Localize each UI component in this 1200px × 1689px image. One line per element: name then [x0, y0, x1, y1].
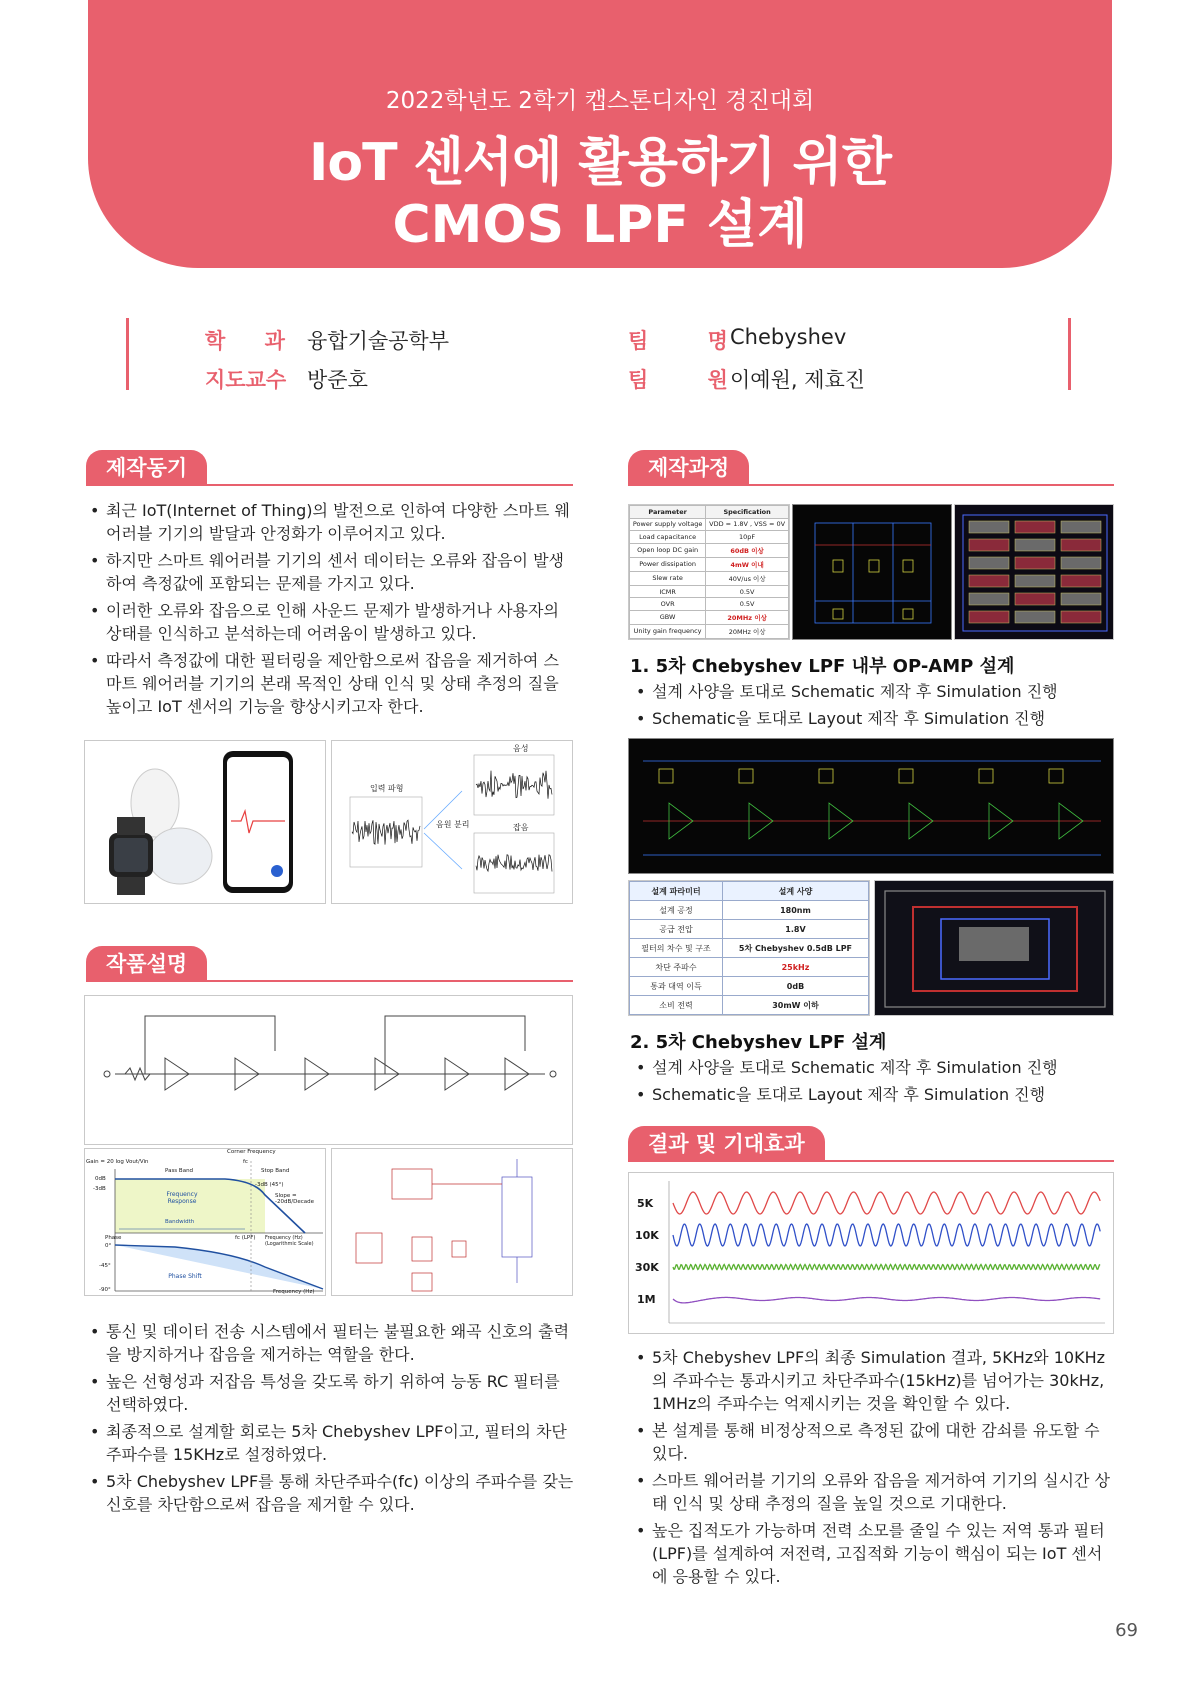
table-cell: 통과 대역 이득: [630, 977, 723, 996]
table-row: [630, 610, 789, 624]
table-cell: 25kHz: [722, 958, 868, 977]
table-row: [630, 958, 869, 977]
table-cell: 필터의 차수 및 구조: [630, 939, 723, 958]
opamp-spec-table: [628, 504, 790, 640]
section-title: 제작과정: [628, 450, 749, 486]
layout-cell: [1061, 611, 1101, 623]
freq-response-label: Frequency Response: [166, 1191, 198, 1205]
phase-shift-label: Phase Shift: [168, 1273, 202, 1280]
wave-label-10k: 10K: [635, 1229, 659, 1242]
table-row: [630, 920, 869, 939]
members-label: 팀 원: [628, 368, 754, 392]
list-item: • 최근 IoT(Internet of Thing)의 발전으로 인하여 다양한 스마트 웨어러블 기기의 발달과 안정화가 이루어지고 있다.: [88, 499, 574, 545]
table-row: [630, 939, 869, 958]
table-row: [630, 901, 869, 920]
component-box: [979, 769, 993, 783]
waveform-plot: [629, 1173, 1114, 1334]
list-item: • 최종적으로 설계할 회로는 5차 Chebyshev LPF이고, 필터의 차단 주파수를 15KHz로 설정하였다.: [88, 1420, 574, 1466]
list-item: • 높은 선형성과 저잡음 특성을 갖도록 하기 위하여 능동 RC 필터를 선택하였다.: [88, 1370, 574, 1416]
advisor-label: 지도교수: [205, 368, 287, 392]
circuit-drawing: [85, 996, 573, 1145]
spec-table-2: [629, 881, 869, 1015]
section-rule: [628, 484, 1114, 486]
event-subtitle: 2022학년도 2학기 캡스톤디자인 경진대회: [385, 88, 815, 114]
slope-label: Slope = -20dB/Decade: [275, 1193, 314, 1205]
layout-cell: [1015, 557, 1055, 569]
section-title: 제작동기: [86, 450, 207, 486]
list-item: • 본 설계를 통해 비정상적으로 측정된 값에 대한 감쇠를 유도할 수 있다.: [634, 1419, 1114, 1465]
table-cell: 설계 공정: [630, 901, 723, 920]
table-row: [630, 624, 789, 638]
table-cell: Slew rate: [630, 571, 706, 585]
minus3db-45-label: -3dB (45°): [255, 1182, 284, 1188]
table-cell: 60dB 이상: [706, 543, 789, 557]
freq-hz-label: Frequency (Hz): [273, 1289, 315, 1295]
phase-label: Phase: [105, 1235, 122, 1241]
section-header-motivation: [86, 450, 573, 486]
list-item: • 통신 및 데이터 전송 시스템에서 필터는 불필요한 왜곡 신호의 출력을 방지하거나 잡음을 제거하는 역할을 한다.: [88, 1320, 574, 1366]
spec-header: 설계 파라미터: [630, 882, 723, 901]
process-step2-title: 2. 5차 Chebyshev LPF 설계: [630, 1032, 887, 1053]
step1-bullets: [634, 680, 1114, 734]
table-row: [630, 518, 789, 531]
section-rule: [86, 980, 573, 982]
spec-header: Specification: [706, 506, 789, 519]
bode-graph: [85, 1149, 326, 1296]
pass-band-label: Pass Band: [165, 1168, 194, 1174]
component-box: [659, 769, 673, 783]
table-cell: 1.8V: [722, 920, 868, 939]
bode-plot: [84, 1148, 326, 1296]
minus3db-label: -3dB: [93, 1186, 106, 1192]
layout-cell: [969, 575, 1009, 587]
table-cell: 5차 Chebyshev 0.5dB LPF: [722, 939, 868, 958]
section-title: 작품설명: [86, 946, 207, 982]
list-item: • 이러한 오류와 잡음으로 인해 사운드 문제가 발생하거나 사용자의 상태를 인식하고 분석하는데 어려움이 발생하고 있다.: [88, 599, 574, 645]
component-box: [819, 769, 833, 783]
table-row: [630, 531, 789, 544]
stop-band-label: Stop Band: [261, 1168, 290, 1174]
process-step1-title: 1. 5차 Chebyshev LPF 내부 OP-AMP 설계: [630, 656, 1015, 677]
layout-cell: [1015, 575, 1055, 587]
table-cell: 180nm: [722, 901, 868, 920]
table-cell: 20MHz 이상: [706, 624, 789, 638]
table-cell: Power supply voltage: [630, 518, 706, 531]
table-cell: 10pF: [706, 531, 789, 544]
separation-label: 음원 분리: [436, 820, 470, 829]
layout-cell: [1015, 521, 1055, 533]
noise-label: 잡음: [513, 823, 529, 832]
table-row: [630, 543, 789, 557]
spec-header: 설계 사양: [722, 882, 868, 901]
table-cell: 4mW 이내: [706, 557, 789, 571]
layout-cell: [969, 557, 1009, 569]
layout-cell: [969, 593, 1009, 605]
section-header-process: [628, 450, 1114, 486]
layout-cell: [969, 539, 1009, 551]
deg90-label: -90°: [99, 1287, 111, 1293]
table-cell: 20MHz 이상: [706, 610, 789, 624]
deg45-label: -45°: [99, 1263, 111, 1269]
table-cell: OVR: [630, 598, 706, 611]
component-box: [899, 769, 913, 783]
team-value: Chebyshev: [730, 325, 847, 349]
table-row: [630, 571, 789, 585]
layout-cell: [1061, 557, 1101, 569]
table-cell: 공급 전압: [630, 920, 723, 939]
opamp-schematic-sketch: [331, 1148, 573, 1296]
section-rule: [86, 484, 573, 486]
lpf-schematic-image: [628, 738, 1114, 874]
table-cell: 0.5V: [706, 598, 789, 611]
table-cell: 40V/us 이상: [706, 571, 789, 585]
list-item: • 하지만 스마트 웨어러블 기기의 센서 데이터는 오류와 잡음이 발생하여 측정값에 포함되는 문제를 가지고 있다.: [88, 549, 574, 595]
table-cell: 차단 주파수: [630, 958, 723, 977]
members-value: 이예원, 제효진: [730, 368, 866, 392]
poster-header: [88, 0, 1112, 268]
section-header-description: [86, 946, 573, 982]
dept-label: 학 과: [205, 329, 301, 353]
corner-label: Corner Frequency: [227, 1149, 276, 1155]
list-item: • 5차 Chebyshev LPF를 통해 차단주파수(fc) 이상의 주파수를 갖는 신호를 차단함으로써 잡음을 제거할 수 있다.: [88, 1470, 574, 1516]
layout-cell: [1015, 611, 1055, 623]
table-cell: 0dB: [722, 977, 868, 996]
team-label: 팀 명: [628, 329, 754, 353]
layout-cell: [1061, 575, 1101, 587]
step2-bullets: [634, 1056, 1114, 1110]
freq-axis-label: Frequency (Hz) (Logarithmic Scale): [265, 1235, 314, 1247]
list-item: • 스마트 웨어러블 기기의 오류와 잡음을 제거하여 기기의 실시간 상태 인식 및 상태 추정의 질을 높일 것으로 기대한다.: [634, 1469, 1114, 1515]
opamp-schematic-drawing: [793, 505, 952, 640]
list-item: • 설계 사양을 토대로 Schematic 제작 후 Simulation 진행: [634, 1056, 1114, 1079]
poster-title-line2: CMOS LPF 설계: [392, 195, 808, 255]
spec-header: Parameter: [630, 506, 706, 519]
info-left-bar: [126, 318, 129, 390]
schematic-sketch: [332, 1149, 573, 1296]
table-row: [630, 977, 869, 996]
section-header-results: [628, 1126, 1114, 1162]
advisor-value: 방준호: [307, 368, 368, 392]
layout-cell: [1061, 539, 1101, 551]
layout-cell: [969, 611, 1009, 623]
lpf-layout-drawing: [875, 881, 1114, 1016]
section-rule: [628, 1160, 1114, 1162]
lpf-schematic-drawing: [629, 739, 1114, 874]
table-cell: Power dissipation: [630, 557, 706, 571]
list-item: • 따라서 측정값에 대한 필터링을 제안함으로써 잡음을 제거하여 스마트 웨어러블 기기의 본래 목적인 상태 인식 및 상태 추정의 질을 높이고 IoT 센서의 기능을 향상시키고자 한다.: [88, 649, 574, 718]
wearable-illustration: [85, 741, 326, 904]
opamp-layout-drawing: [955, 505, 1114, 640]
table-cell: GBW: [630, 610, 706, 624]
page-number: 69: [1115, 1620, 1138, 1641]
description-bullets: [88, 1320, 574, 1520]
wave-label-5k: 5K: [637, 1197, 654, 1210]
wave-label-30k: 30K: [635, 1261, 659, 1274]
table-cell: VDD = 1.8V , VSS = 0V: [706, 518, 789, 531]
table-row: [630, 585, 789, 598]
layout-cell: [1061, 593, 1101, 605]
lpf-spec-table: [628, 880, 870, 1016]
table-cell: 소비 전력: [630, 996, 723, 1015]
wearable-devices-image: [84, 740, 326, 904]
signal-separation-figure: [331, 740, 573, 904]
list-item: • 설계 사양을 토대로 Schematic 제작 후 Simulation 진행: [634, 680, 1114, 703]
poster-title-line1: IoT 센서에 활용하기 위한: [309, 133, 891, 193]
section-title: 결과 및 기대효과: [628, 1126, 825, 1162]
component-box: [739, 769, 753, 783]
gain-label: Gain = 20 log Vout/Vin: [86, 1159, 149, 1165]
table-cell: ICMR: [630, 585, 706, 598]
list-item: • 5차 Chebyshev LPF의 최종 Simulation 결과, 5KHz와 10KHz의 주파수는 통과시키고 차단주파수(15kHz)를 넘어가는 30kHz, 1MHz의 주파수는 억제시키는 것을 확인할 수 있다.: [634, 1346, 1114, 1415]
opamp-layout-image: [954, 504, 1114, 640]
table-row: [630, 996, 869, 1015]
voice-label: 음성: [513, 744, 529, 753]
input-wave-label: 입력 파형: [370, 784, 404, 793]
component-box: [1049, 769, 1063, 783]
motivation-bullets: [88, 499, 574, 722]
fc-label: fc: [243, 1159, 248, 1165]
simulation-waveforms: [628, 1172, 1114, 1334]
list-item: • 높은 집적도가 가능하며 전력 소모를 줄일 수 있는 저역 통과 필터(LPF)를 설계하여 저전력, 고집적화 기능이 핵심이 되는 IoT 센서에 응용할 수 있다.: [634, 1519, 1114, 1588]
bandwidth-label: Bandwidth: [165, 1219, 195, 1225]
opamp-schematic-image: [792, 504, 952, 640]
filter-circuit-schematic: [84, 995, 573, 1145]
list-item: • Schematic을 토대로 Layout 제작 후 Simulation 진행: [634, 707, 1114, 730]
deg0-label: 0°: [105, 1243, 112, 1249]
info-right-bar: [1068, 318, 1071, 390]
dept-value: 융합기술공학부: [307, 329, 450, 353]
layout-cell: [1061, 521, 1101, 533]
table-cell: 30mW 이하: [722, 996, 868, 1015]
table-row: [630, 598, 789, 611]
spec-table: [629, 505, 789, 639]
table-cell: Open loop DC gain: [630, 543, 706, 557]
results-bullets: [634, 1346, 1114, 1592]
table-cell: Unity gain frequency: [630, 624, 706, 638]
table-cell: 0.5V: [706, 585, 789, 598]
zero-db-label: 0dB: [95, 1176, 106, 1182]
list-item: • Schematic을 토대로 Layout 제작 후 Simulation 진행: [634, 1083, 1114, 1106]
layout-cell: [969, 521, 1009, 533]
lpf-layout-image: [874, 880, 1114, 1016]
fc-lpf-label: fc (LPF): [235, 1235, 256, 1241]
layout-cell: [1015, 593, 1055, 605]
table-row: [630, 557, 789, 571]
layout-cell: [1015, 539, 1055, 551]
table-cell: Load capacitance: [630, 531, 706, 544]
wave-label-1m: 1M: [637, 1293, 656, 1306]
